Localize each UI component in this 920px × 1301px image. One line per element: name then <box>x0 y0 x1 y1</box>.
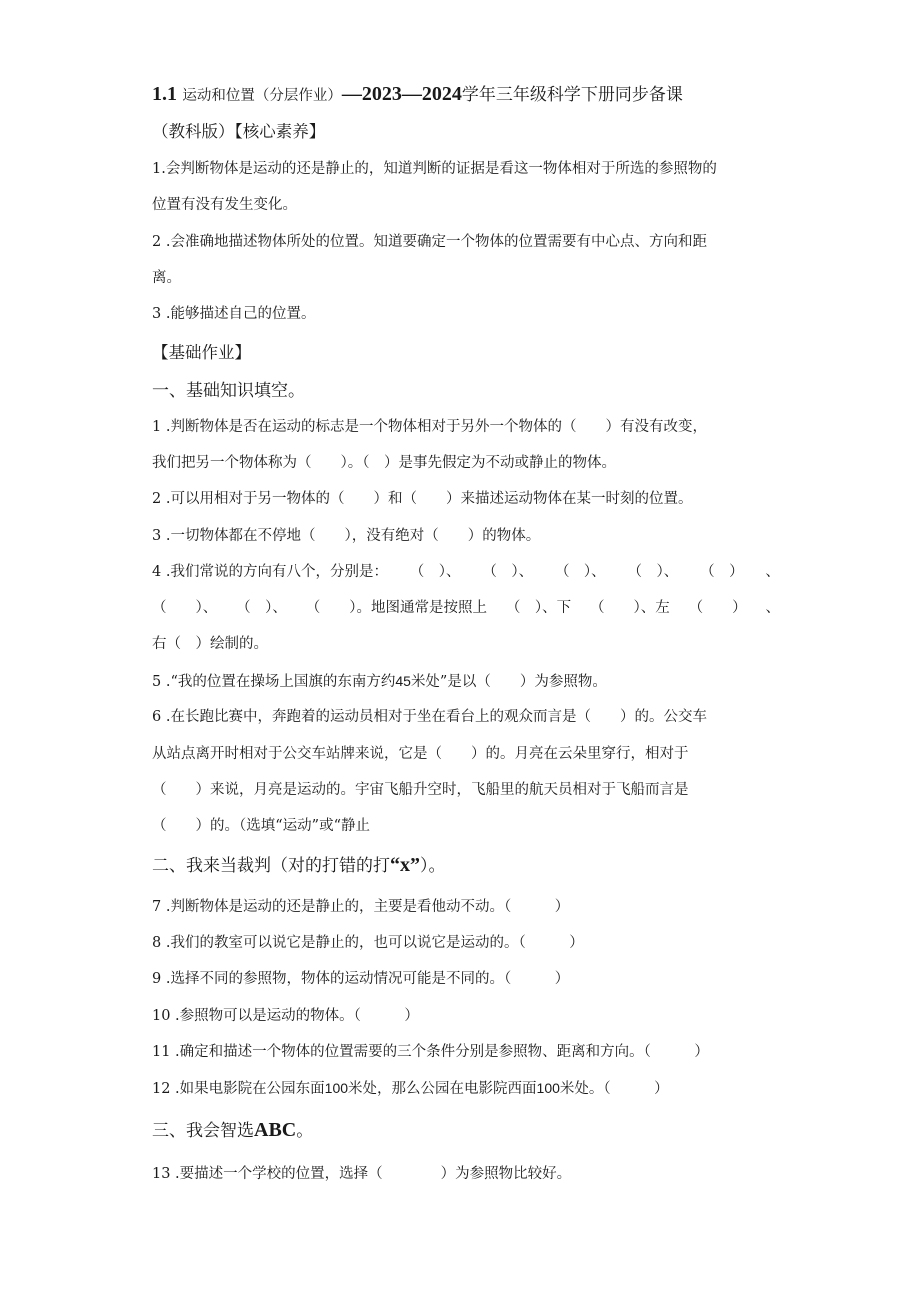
q4-part: （ ）。地图通常是按照上 <box>305 600 487 616</box>
q4-part: （ ）、 <box>627 564 679 580</box>
q11: 11 .确定和描述一个物体的位置需要的三个条件分别是参照物、距离和方向。（ ） <box>152 1044 709 1060</box>
q6-line-3: （ ）来说，月亮是运动的。宇宙飞船升空时，飞船里的航天员相对于飞船而言是 <box>152 782 689 798</box>
section-3-title-a: 三、我会智选 <box>152 1121 254 1141</box>
section-2-title <box>152 855 446 876</box>
q10: 10 .参照物可以是运动的物体。（ ） <box>152 1008 419 1024</box>
q12-number-1: 100 <box>324 1080 349 1096</box>
q13: 13 .要描述一个学校的位置，选择（ ）为参照物比较好。 <box>152 1166 572 1182</box>
q4-part: 、 <box>765 600 780 616</box>
q5-part-1: 5 .“我的位置在操场上国旗的东南方约 <box>152 674 396 690</box>
q12-part-1: 12 .如果电影院在公园东面 <box>152 1081 325 1097</box>
core-line-4: 离。 <box>152 270 181 286</box>
core-line-3: 2 .会准确地描述物体所处的位置。知道要确定一个物体的位置需要有中心点、方向和距 <box>152 234 707 250</box>
q4-part: （ ）、 <box>554 564 606 580</box>
q1-line-1: 1 .判断物体是否在运动的标志是一个物体相对于另外一个物体的（ ）有没有改变， <box>152 419 707 435</box>
q4-part: （ ） <box>700 564 744 580</box>
section-2-title-c: ）。 <box>420 856 446 876</box>
q4-part: （ ）、 <box>482 564 534 580</box>
q6-line-2: 从站点离开时相对于公交车站牌来说，它是（ ）的。月亮在云朵里穿行，相对于 <box>152 746 689 762</box>
q4-part: （ ）、 <box>236 600 287 616</box>
q4-part: 4 .我们常说的方向有八个，分别是： <box>152 564 388 580</box>
title-topic: 运动和位置（分层作业） <box>182 88 342 104</box>
q4-line-2 <box>152 598 780 618</box>
section-2-title-a: 二、我来当裁判（对的打错的打 <box>152 856 390 876</box>
section-2-title-mark: “x” <box>390 854 420 876</box>
q7: 7 .判断物体是运动的还是静止的，主要是看他动不动。（ ） <box>152 899 570 915</box>
section-3-title-c: 。 <box>296 1121 314 1141</box>
q3: 3 .一切物体都在不停地（ ），没有绝对（ ）的物体。 <box>152 528 541 544</box>
q6-line-4: （ ）的。（选填“运动”或“静止 <box>152 818 370 834</box>
title-year-end: 2024 <box>421 83 462 105</box>
core-line-5: 3 .能够描述自己的位置。 <box>152 306 316 322</box>
q5 <box>152 671 607 692</box>
core-line-1: 1.会判断物体是运动的还是静止的，知道判断的证据是看这一物体相对于所选的参照物的 <box>152 161 717 177</box>
title-dash-1: — <box>341 83 362 105</box>
q4-line-3: 右（ ）绘制的。 <box>152 636 268 652</box>
title-rest: 学年三年级科学下册同步备课 <box>461 85 683 105</box>
q4-part: （ ）、左 <box>590 600 670 616</box>
q12 <box>152 1078 669 1099</box>
q4-part: （ ）、下 <box>505 600 572 616</box>
section-1-title: 一、基础知识填空。 <box>152 381 305 401</box>
q4-part: （ ）、 <box>152 600 218 616</box>
q4-line-1 <box>152 562 780 582</box>
core-line-2: 位置有没有发生变化。 <box>152 197 297 213</box>
section-3-title-abc: ABC <box>254 1119 297 1141</box>
q2: 2 .可以用相对于另一物体的（ ）和（ ）来描述运动物体在某一时刻的位置。 <box>152 491 693 507</box>
q9: 9 .选择不同的参照物，物体的运动情况可能是不同的。（ ） <box>152 971 570 987</box>
q5-part-2: 米处”是以（ ）为参照物。 <box>410 674 607 690</box>
title-dash-2: — <box>401 83 422 105</box>
q4-part: （ ）、 <box>409 564 461 580</box>
q8: 8 .我们的教室可以说它是静止的，也可以说它是运动的。（ ） <box>152 935 584 951</box>
title-year-start: 2023 <box>361 83 402 105</box>
q1-line-2: 我们把另一个物体称为（ ）。（ ）是事先假定为不动或静止的物体。 <box>152 455 616 471</box>
q4-part: 、 <box>765 564 780 580</box>
q12-part-2: 米处，那么公园在电影院西面 <box>348 1081 537 1097</box>
q6-line-1: 6 .在长跑比赛中，奔跑着的运动员相对于坐在看台上的观众而言是（ ）的。公交车 <box>152 709 707 725</box>
q5-distance-number: 45 <box>395 673 411 689</box>
q4-part: （ ） <box>688 600 747 616</box>
section-3-title <box>152 1120 313 1141</box>
title-number: 1.1 <box>152 83 177 105</box>
q12-number-2: 100 <box>536 1080 560 1096</box>
document-title <box>152 84 683 106</box>
title-line-2: （教科版）【核心素养】 <box>152 122 326 141</box>
q12-part-3: 米处。（ ） <box>559 1081 669 1097</box>
basic-heading: 【基础作业】 <box>152 343 251 362</box>
